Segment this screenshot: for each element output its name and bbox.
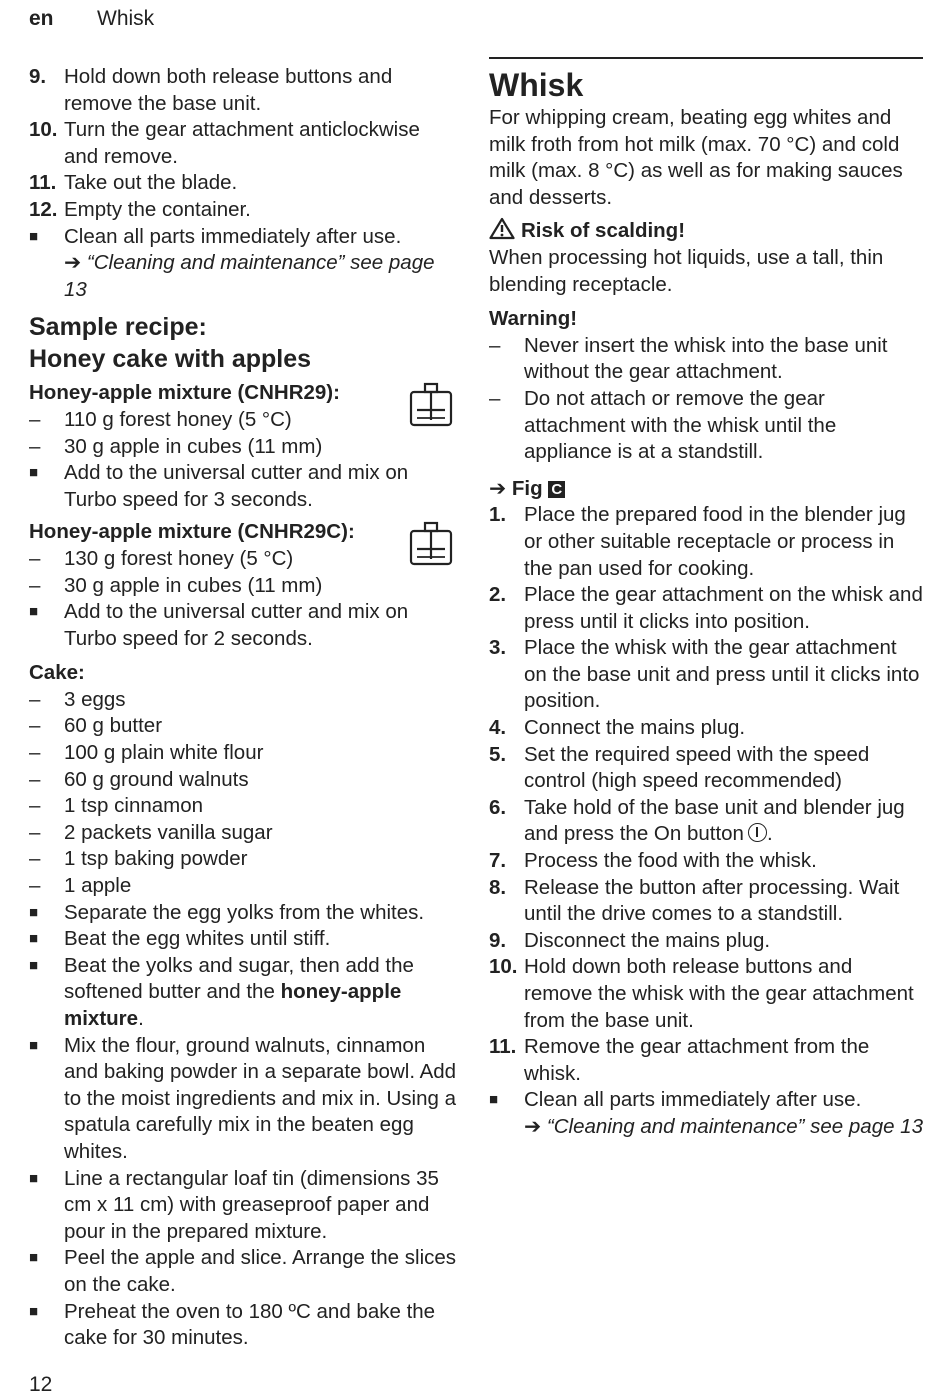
section-divider: [489, 57, 923, 59]
step-item: 2. Place the gear attachment on the whisk and press until it clicks into position.: [489, 583, 923, 633]
recipe-title: Sample recipe: Honey cake with apples: [29, 313, 312, 374]
arrow-right-icon: ➔: [489, 476, 507, 500]
cake-step: ■ Beat the yolks and sugar, then add the softened butter and the honey-apple mixture.: [29, 953, 414, 1030]
square-bullet-icon: ■: [29, 930, 39, 948]
list-item: – 30 g apple in cubes (11 mm): [29, 573, 323, 597]
arrow-right-icon: ➔: [64, 251, 82, 275]
square-bullet-icon: ■: [29, 956, 39, 974]
cross-reference: ➔ “Cleaning and maintenance” see page 13: [64, 251, 435, 301]
figure-reference: ➔ Fig C: [489, 476, 923, 503]
list-item: – 130 g forest honey (5 °C): [29, 546, 294, 570]
warning-item: – Do not attach or remove the gear attachment with the whisk until the appliance is at a standstill.: [489, 386, 837, 464]
square-bullet-icon: ■: [29, 464, 39, 482]
left-column: [29, 64, 459, 1352]
mixture-heading: Honey-apple mixture (CNHR29C):: [29, 520, 355, 544]
square-bullet-icon: ■: [489, 1091, 499, 1109]
mixture-heading: Honey-apple mixture (CNHR29):: [29, 381, 340, 405]
list-item: ■ Add to the universal cutter and mix on Turbo speed for 3 seconds.: [29, 461, 409, 511]
section-name: Whisk: [97, 7, 155, 30]
cake-step: ■ Beat the egg whites until stiff.: [29, 926, 459, 953]
mixture-block-1: [29, 380, 459, 513]
square-bullet-icon: ■: [29, 1302, 39, 1320]
ingredient-item: – 2 packets vanilla sugar: [29, 820, 273, 844]
figure-letter-badge: C: [548, 481, 565, 498]
page-header: [29, 6, 154, 32]
list-item: – 110 g forest honey (5 °C): [29, 407, 292, 431]
list-item: – 30 g apple in cubes (11 mm): [29, 434, 323, 458]
square-bullet-icon: ■: [29, 227, 39, 245]
warning-triangle-icon: [489, 217, 515, 240]
language-code: en: [29, 7, 54, 30]
clean-bullet: ■ Clean all parts immediately after use. ➔ “Cleaning and maintenance” see page 13: [489, 1088, 923, 1138]
cake-heading: Cake:: [29, 661, 85, 685]
step-item: 5. Set the required speed with the speed control (high speed recommended): [489, 742, 870, 793]
risk-text: When processing hot liquids, use a tall, thin blending receptacle.: [489, 245, 884, 296]
ingredient-item: – 60 g ground walnuts: [29, 767, 249, 791]
cake-step: ■ Line a rectangular loaf tin (dimensions 35 cm x 11 cm) with greaseproof paper and pour in the prepared mixture.: [29, 1166, 439, 1243]
step-item: 11. Take out the blade.: [29, 171, 238, 195]
ingredient-item: – 60 g butter: [29, 714, 163, 738]
mixture-block-2: [29, 519, 459, 652]
step-item: 11. Remove the gear attachment from the whisk.: [489, 1035, 870, 1085]
step-item: 1. Place the prepared food in the blender jug or other suitable receptacle or process in the pan used for cooking.: [489, 503, 906, 580]
ingredient-item: – 1 tsp cinnamon: [29, 794, 204, 818]
square-bullet-icon: ■: [29, 903, 39, 921]
step-item: 8. Release the button after processing. Wait until the drive comes to a standstill.: [489, 875, 900, 926]
step-item: 3. Place the whisk with the gear attachment on the base unit and press until it clicks into position.: [489, 636, 920, 713]
section-title: Whisk: [489, 67, 584, 103]
step-item: 4. Connect the mains plug.: [489, 716, 746, 740]
warning-item: – Never insert the whisk into the base unit without the gear attachment.: [489, 333, 888, 384]
intro-paragraph: For whipping cream, beating egg whites and milk froth from hot milk (max. 70 °C) and cold milk (max. 8 °C) as well as for making sauces and desserts.: [489, 106, 903, 209]
power-on-icon: [748, 823, 767, 842]
square-bullet-icon: ■: [29, 1249, 39, 1267]
step-item: 10. Hold down both release buttons and remove the whisk with the gear attachment from the base unit.: [489, 955, 914, 1032]
risk-heading: Risk of scalding!: [489, 217, 923, 245]
arrow-right-icon: ➔: [524, 1114, 542, 1138]
step-item: 12. Empty the container.: [29, 197, 251, 221]
list-item: ■ Add to the universal cutter and mix on Turbo speed for 2 seconds.: [29, 600, 409, 650]
cake-step: ■ Mix the flour, ground walnuts, cinnamon and baking powder in a separate bowl. Add to the moist ingredients and mix in. Using a spatula carefully mix in the beaten egg whites.: [29, 1033, 457, 1163]
page-number: 12: [29, 1373, 53, 1396]
ingredient-item: – 1 apple: [29, 874, 132, 898]
step-item: 6. Take hold of the base unit and blender jug and press the On button .: [489, 795, 905, 846]
cake-step: ■ Preheat the oven to 180 ºC and bake the cake for 30 minutes.: [29, 1299, 436, 1350]
step-item: 7. Process the food with the whisk.: [489, 849, 817, 873]
right-column: [489, 57, 923, 1141]
square-bullet-icon: ■: [29, 1036, 39, 1054]
square-bullet-icon: ■: [29, 1169, 39, 1187]
cake-step: ■ Separate the egg yolks from the whites.: [29, 900, 459, 927]
step-item: 10. Turn the gear attachment anticlockwise and remove.: [29, 118, 420, 168]
step-item: 9. Disconnect the mains plug.: [489, 928, 771, 952]
square-bullet-icon: ■: [29, 603, 39, 621]
clean-bullet: ■ Clean all parts immediately after use. ➔ “Cleaning and maintenance” see page 13: [29, 224, 435, 301]
cross-reference: ➔ “Cleaning and maintenance” see page 13: [524, 1114, 923, 1138]
cake-step: ■ Peel the apple and slice. Arrange the slices on the cake.: [29, 1246, 457, 1296]
step-item: 9. Hold down both release buttons and remove the base unit.: [29, 65, 393, 115]
ingredient-item: – 3 eggs: [29, 687, 126, 711]
warning-heading: Warning!: [489, 307, 578, 331]
ingredient-item: – 1 tsp baking powder: [29, 847, 248, 871]
ingredient-item: – 100 g plain white flour: [29, 741, 264, 765]
